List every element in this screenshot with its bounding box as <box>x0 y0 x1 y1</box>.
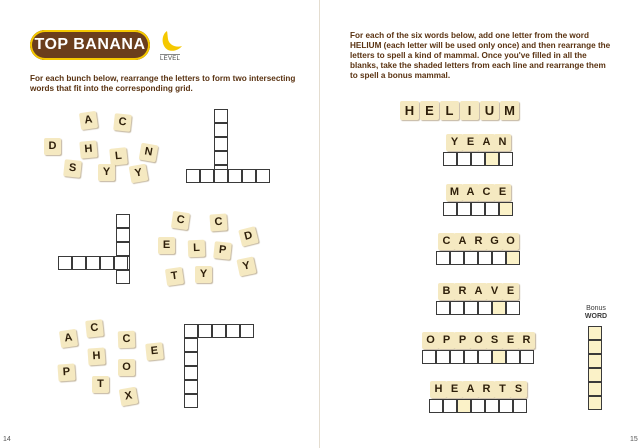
grid-cell[interactable] <box>184 394 198 408</box>
word-letter-tile: O <box>470 332 487 349</box>
answer-cell[interactable] <box>464 251 478 265</box>
answer-cell[interactable] <box>443 152 457 166</box>
crescent-moon-icon <box>158 30 184 52</box>
letter-tile[interactable]: T <box>165 267 184 286</box>
shaded-answer-cell[interactable] <box>499 202 513 216</box>
grid-cell[interactable] <box>186 169 200 183</box>
bonus-cell[interactable] <box>588 368 602 382</box>
grid-cell[interactable] <box>114 256 128 270</box>
word-letter-tile: A <box>470 283 487 300</box>
word-letter-tile: N <box>494 134 511 151</box>
answer-cell[interactable] <box>436 251 450 265</box>
grid-cell[interactable] <box>214 123 228 137</box>
letter-tile[interactable]: E <box>145 342 164 361</box>
answer-cell[interactable] <box>513 399 527 413</box>
grid-cell[interactable] <box>184 338 198 352</box>
answer-cell[interactable] <box>450 350 464 364</box>
letter-tile[interactable]: P <box>57 363 75 381</box>
helium-tile: I <box>460 101 479 120</box>
grid-cell[interactable] <box>58 256 72 270</box>
answer-cell[interactable] <box>471 152 485 166</box>
word-letter-tile: A <box>478 134 495 151</box>
bonus-cell[interactable] <box>588 382 602 396</box>
shaded-answer-cell[interactable] <box>457 399 471 413</box>
word-letter-tile: R <box>470 233 487 250</box>
answer-cell[interactable] <box>506 350 520 364</box>
answer-cell[interactable] <box>499 399 513 413</box>
letter-tile[interactable]: T <box>92 376 109 393</box>
word-letter-tile: C <box>478 184 495 201</box>
letter-tile[interactable]: P <box>213 241 232 260</box>
bonus-label-bottom: WORD <box>584 313 608 320</box>
word-letter-tile: G <box>486 233 503 250</box>
shaded-answer-cell[interactable] <box>485 152 499 166</box>
letter-tile[interactable]: C <box>171 211 190 230</box>
page-number-right: 15 <box>630 436 638 443</box>
grid-cell[interactable] <box>256 169 270 183</box>
word-letter-tile: P <box>438 332 455 349</box>
helium-tile: U <box>480 101 499 120</box>
answer-cell[interactable] <box>443 202 457 216</box>
grid-cell[interactable] <box>116 270 130 284</box>
grid-cell[interactable] <box>240 324 254 338</box>
letter-tile[interactable]: C <box>113 113 132 132</box>
puzzle-title-badge <box>30 30 150 60</box>
answer-cell[interactable] <box>478 251 492 265</box>
grid-cell[interactable] <box>86 256 100 270</box>
word-letter-tile: H <box>430 381 447 398</box>
word-letter-tile: V <box>486 283 503 300</box>
answer-cell[interactable] <box>485 202 499 216</box>
grid-cell[interactable] <box>100 256 114 270</box>
grid-cell[interactable] <box>184 380 198 394</box>
word-letter-tile: E <box>494 184 511 201</box>
bonus-label-top: Bonus <box>586 305 606 312</box>
word-letter-tile: R <box>454 283 471 300</box>
helium-tile: M <box>500 101 519 120</box>
letter-tile[interactable]: Y <box>129 164 149 184</box>
grid-cell[interactable] <box>116 242 130 256</box>
bonus-cell[interactable] <box>588 354 602 368</box>
word-letter-tile: E <box>462 134 479 151</box>
grid-cell[interactable] <box>226 324 240 338</box>
letter-tile[interactable]: E <box>158 237 175 254</box>
grid-cell[interactable] <box>212 324 226 338</box>
grid-cell[interactable] <box>184 324 198 338</box>
word-letter-tile: A <box>462 381 479 398</box>
answer-cell[interactable] <box>464 350 478 364</box>
letter-tile[interactable]: C <box>209 213 227 231</box>
answer-cell[interactable] <box>436 350 450 364</box>
word-letter-tile: Y <box>446 134 463 151</box>
letter-tile[interactable]: C <box>85 319 104 338</box>
word-letter-tile: E <box>502 283 519 300</box>
level-label: LEVEL <box>160 56 181 62</box>
letter-tile[interactable]: H <box>87 347 105 365</box>
letter-tile[interactable]: O <box>118 359 135 376</box>
word-letter-tile: M <box>446 184 463 201</box>
page-number-left: 14 <box>3 436 11 443</box>
grid-cell[interactable] <box>184 366 198 380</box>
letter-tile[interactable]: N <box>139 143 159 163</box>
answer-cell[interactable] <box>450 301 464 315</box>
grid-cell[interactable] <box>116 214 130 228</box>
helium-tile: H <box>400 101 419 120</box>
word-letter-tile: E <box>502 332 519 349</box>
letter-tile[interactable]: Y <box>98 164 115 181</box>
answer-cell[interactable] <box>429 399 443 413</box>
shaded-answer-cell[interactable] <box>492 350 506 364</box>
answer-cell[interactable] <box>457 202 471 216</box>
grid-cell[interactable] <box>116 228 130 242</box>
grid-cell[interactable] <box>214 109 228 123</box>
left-instructions: For each bunch below, rearrange the letters to form two intersecting words that fit into the corresponding grid. <box>30 74 296 93</box>
answer-cell[interactable] <box>464 301 478 315</box>
answer-cell[interactable] <box>499 152 513 166</box>
word-letter-tile: C <box>438 233 455 250</box>
letter-tile[interactable]: S <box>63 159 82 178</box>
word-letter-tile: A <box>462 184 479 201</box>
bonus-cell[interactable] <box>588 340 602 354</box>
word-letter-tile: R <box>518 332 535 349</box>
answer-cell[interactable] <box>520 350 534 364</box>
answer-cell[interactable] <box>471 202 485 216</box>
letter-tile[interactable]: Y <box>195 266 212 283</box>
grid-cell[interactable] <box>242 169 256 183</box>
helium-tile: E <box>420 101 439 120</box>
letter-tile[interactable]: D <box>238 226 259 247</box>
word-letter-tile: T <box>494 381 511 398</box>
grid-cell[interactable] <box>214 151 228 165</box>
word-letter-tile: A <box>454 233 471 250</box>
grid-cell[interactable] <box>200 169 214 183</box>
word-letter-tile: P <box>454 332 471 349</box>
bonus-cell[interactable] <box>588 396 602 410</box>
grid-cell[interactable] <box>72 256 86 270</box>
grid-cell[interactable] <box>214 169 228 183</box>
word-letter-tile: R <box>478 381 495 398</box>
answer-cell[interactable] <box>422 350 436 364</box>
letter-tile[interactable]: L <box>188 240 206 258</box>
answer-cell[interactable] <box>436 301 450 315</box>
answer-cell[interactable] <box>443 399 457 413</box>
word-letter-tile: S <box>510 381 527 398</box>
letter-tile[interactable]: L <box>109 147 128 166</box>
grid-cell[interactable] <box>228 169 242 183</box>
letter-tile[interactable]: H <box>79 140 97 158</box>
grid-cell[interactable] <box>214 137 228 151</box>
shaded-answer-cell[interactable] <box>492 301 506 315</box>
grid-cell[interactable] <box>184 352 198 366</box>
word-letter-tile: S <box>486 332 503 349</box>
word-letter-tile: B <box>438 283 455 300</box>
letter-tile[interactable]: X <box>119 387 139 407</box>
answer-cell[interactable] <box>506 301 520 315</box>
helium-tile: L <box>440 101 459 120</box>
puzzle-title: TOP BANANA <box>34 36 146 53</box>
letter-tile[interactable]: Y <box>236 256 256 276</box>
right-instructions: For each of the six words below, add one letter from the word HELIUM (each letter will be used only once) and then rearrange the letters to spell a kind of mammal. Once you've filled in all the blanks, take the shaded letters from each line and rearrange them to spell a bonus mammal. <box>350 31 611 80</box>
word-letter-tile: E <box>446 381 463 398</box>
grid-cell[interactable] <box>198 324 212 338</box>
answer-cell[interactable] <box>478 350 492 364</box>
letter-tile[interactable]: A <box>79 111 98 130</box>
word-letter-tile: O <box>422 332 439 349</box>
answer-cell[interactable] <box>492 251 506 265</box>
letter-tile[interactable]: D <box>44 138 61 155</box>
bonus-word-label <box>582 305 610 321</box>
answer-cell[interactable] <box>457 152 471 166</box>
shaded-answer-cell[interactable] <box>506 251 520 265</box>
answer-cell[interactable] <box>485 399 499 413</box>
word-letter-tile: O <box>502 233 519 250</box>
letter-tile[interactable]: A <box>59 329 78 348</box>
right-page <box>320 0 640 448</box>
answer-cell[interactable] <box>471 399 485 413</box>
answer-cell[interactable] <box>478 301 492 315</box>
bonus-cell[interactable] <box>588 326 602 340</box>
answer-cell[interactable] <box>450 251 464 265</box>
letter-tile[interactable]: C <box>118 331 136 349</box>
